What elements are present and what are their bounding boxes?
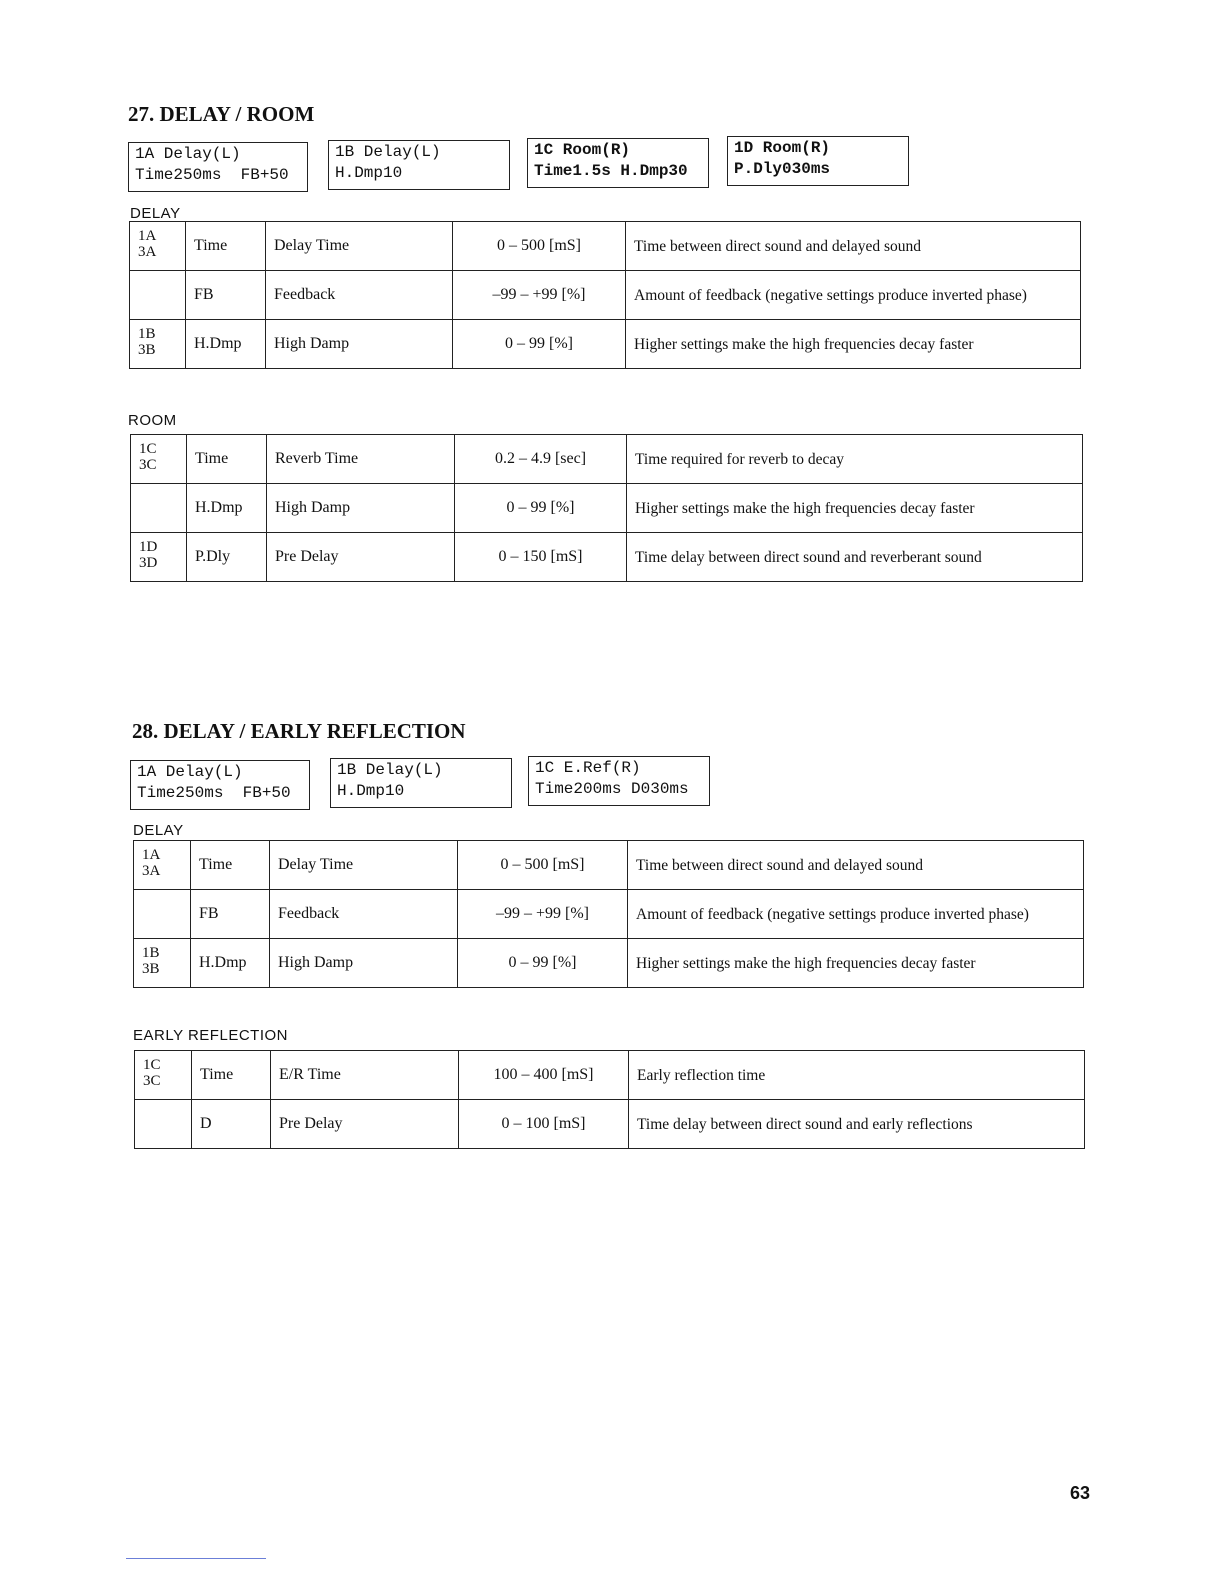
param-abbr: P.Dly [187,533,267,582]
param-range: –99 – +99 [%] [458,890,628,939]
param-range: 0 – 500 [mS] [453,222,626,271]
param-desc: Amount of feedback (negative settings produce inverted phase) [626,271,1081,320]
param-range: 0 – 99 [%] [453,320,626,369]
param-abbr: H.Dmp [187,484,267,533]
early-reflection-label: EARLY REFLECTION [133,1027,288,1044]
delay-label: DELAY [130,205,181,222]
param-name: Pre Delay [271,1100,459,1149]
param-range: 0.2 – 4.9 [sec] [455,435,627,484]
param-range: 0 – 99 [%] [458,939,628,988]
lcd-display-1b [328,140,510,190]
param-abbr: Time [187,435,267,484]
lcd-line: 1C E.Ref(R) [535,759,641,777]
section-28-title: 28. DELAY / EARLY REFLECTION [132,719,466,743]
param-desc: Time delay between direct sound and reverberant sound [627,533,1083,582]
param-desc: Time required for reverb to decay [627,435,1083,484]
param-name: Reverb Time [267,435,455,484]
param-range: 0 – 150 [mS] [455,533,627,582]
param-desc: Higher settings make the high frequencies decay faster [626,320,1081,369]
lcd-display-1a [128,142,308,192]
param-name: Feedback [270,890,458,939]
section-27-title: 27. DELAY / ROOM [128,102,315,126]
table-row [134,890,1084,939]
lcd-line: 1D Room(R) [734,139,831,157]
lcd-line: H.Dmp10 [335,164,403,182]
param-name: Delay Time [270,841,458,890]
lcd-line: 1B Delay(L) [335,143,441,161]
param-name: E/R Time [271,1051,459,1100]
lcd-line: 1A Delay(L) [137,763,243,781]
param-id [131,484,187,533]
param-id: 1A 3A [134,841,191,890]
param-desc: Amount of feedback (negative settings produce inverted phase) [628,890,1084,939]
param-id: 1B 3B [134,939,191,988]
table-row [135,1100,1085,1149]
param-id [135,1100,192,1149]
param-abbr: D [192,1100,271,1149]
param-desc: Higher settings make the high frequencies decay faster [627,484,1083,533]
param-desc: Time between direct sound and delayed sound [628,841,1084,890]
param-id: 1A 3A [130,222,186,271]
footer-rule [126,1558,266,1559]
lcd-display-1b [330,758,512,808]
table-row [131,484,1083,533]
param-abbr: FB [186,271,266,320]
param-desc: Time between direct sound and delayed sound [626,222,1081,271]
lcd-display-1c [527,138,709,188]
table-row [130,222,1081,271]
lcd-display-1c [528,756,710,806]
table-row [131,533,1083,582]
lcd-line: Time250ms FB+50 [135,166,289,184]
param-range: –99 – +99 [%] [453,271,626,320]
early-reflection-params-table [134,1050,1085,1149]
param-desc: Early reflection time [629,1051,1085,1100]
lcd-line: H.Dmp10 [337,782,405,800]
table-row [131,435,1083,484]
lcd-line: 1C Room(R) [534,141,631,159]
param-name: High Damp [267,484,455,533]
lcd-line: Time1.5s H.Dmp30 [534,162,688,180]
param-range: 0 – 500 [mS] [458,841,628,890]
param-id [134,890,191,939]
param-range: 0 – 100 [mS] [459,1100,629,1149]
lcd-line: Time250ms FB+50 [137,784,291,802]
param-abbr: Time [186,222,266,271]
lcd-line: P.Dly030ms [734,160,831,178]
room-label: ROOM [128,412,177,429]
delay-label: DELAY [133,822,184,839]
delay-params-table [129,221,1081,369]
lcd-line: Time200ms D030ms [535,780,689,798]
param-abbr: Time [192,1051,271,1100]
param-name: High Damp [266,320,453,369]
param-abbr: FB [191,890,270,939]
param-abbr: Time [191,841,270,890]
table-row [135,1051,1085,1100]
param-id: 1C 3C [131,435,187,484]
param-name: Pre Delay [267,533,455,582]
table-row [130,320,1081,369]
param-desc: Higher settings make the high frequencies decay faster [628,939,1084,988]
param-id: 1C 3C [135,1051,192,1100]
room-params-table [130,434,1083,582]
lcd-line: 1B Delay(L) [337,761,443,779]
table-row [134,841,1084,890]
param-abbr: H.Dmp [191,939,270,988]
param-range: 100 – 400 [mS] [459,1051,629,1100]
lcd-display-1d [727,136,909,186]
lcd-line: 1A Delay(L) [135,145,241,163]
param-name: Delay Time [266,222,453,271]
lcd-display-1a [130,760,310,810]
param-id [130,271,186,320]
param-id: 1D 3D [131,533,187,582]
param-desc: Time delay between direct sound and early reflections [629,1100,1085,1149]
page-number: 63 [1069,1483,1090,1503]
param-id: 1B 3B [130,320,186,369]
param-name: High Damp [270,939,458,988]
param-name: Feedback [266,271,453,320]
delay-params-table [133,840,1084,988]
param-range: 0 – 99 [%] [455,484,627,533]
table-row [134,939,1084,988]
param-abbr: H.Dmp [186,320,266,369]
table-row [130,271,1081,320]
